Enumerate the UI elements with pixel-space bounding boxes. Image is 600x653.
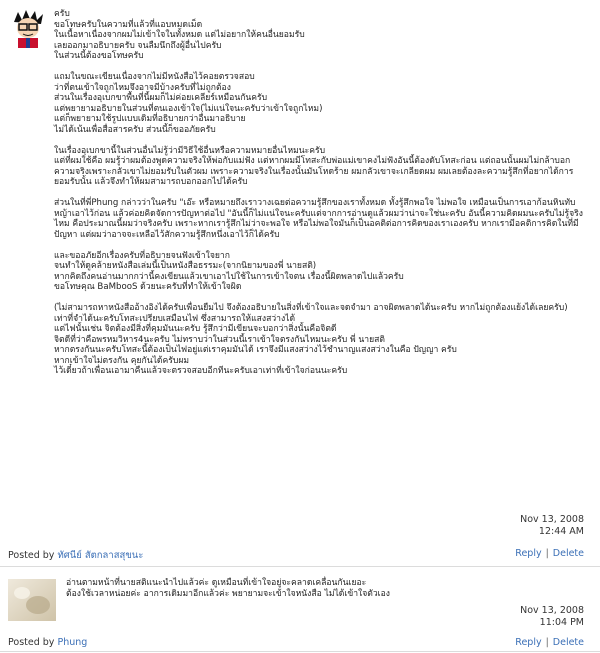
comment-actions — [515, 637, 584, 648]
avatar — [8, 8, 48, 48]
avatar — [8, 579, 56, 621]
comment-time: 11:04 PM — [539, 617, 584, 628]
comment-timestamp — [520, 514, 584, 538]
comment-paragraph: (ไม่สามารถหาหนังสืออ้างอิงได้ครับเพื่อนยืมไป จึงต้องอธิบายในสิ่งที่เข้าใจและจดจำมา อาจผิดพลาดได้นะครับ หากไม่ถูกต้องแย้งได้เลยครับ) เท่าที่จำได้นะครับโทสะเปรียบเสมือนไฟ ซึ่งสามารถให้แสงสว่างได้ แต่ไฟนั้นเช่น จิตต้องมีสิ่งที่คุมมันนะครับ รู้สึกว่ามีเขียนจะบอกว่าสิ่งนั้นคือจิตดี จิตดีที่ว่าคือพรหมวิหาร4นะครับ ไม่ทราบว่าในส่วนนี้เราเข้าใจตรงกันไหมนะครับ พี่ นายสติ หากตรงกันนะครับโทสะนี้ต้องเป็นไฟอยู่แต่เราคุมมันได้ เราจึงมีแสงสว่างไว้ชำนาญแสงสว่างในคือ ปัญญา ครับ หากเข้าใจไม่ตรงกัน คุยกันได้ครับผม ไว้เดี๋ยวถ้าเพื่อนเอามาคืนแล้วจะตรวจสอบอีกทีนะครับเอาเท่าที่เข้าใจก่อนนะครับ — [54, 303, 568, 376]
reply-link[interactable]: Reply — [515, 637, 542, 648]
comment-paragraph: ครับ ขอโทษครับในความที่แล้วที่แอบหมดเม็ด ในเนื้อหาเนื่องจากผมไม่เข้าใจในทั้งหมด แต่ไม่อยากให้คนอื่นยอมรับ เลยออกมาอธิบายครับ จนลืมนึกถึงผู้อื่นไปครับ ในส่วนนี้ต้องขอโทษครับ — [54, 9, 305, 61]
comment-body — [54, 9, 584, 387]
actions-separator: | — [545, 548, 549, 559]
comment-time: 12:44 AM — [538, 526, 584, 537]
comment-paragraph: แถมในขณะเขียนเนื่องจากไม่มีหนังสือไว้คอยตรวจสอบ ว่าที่ตนเข้าใจถูกไหมจึงอาจมีบ้างครับที่ไม่ถูกต้อง ส่วนในเรื่องอุเบกขาพื้นที่นี้ผมก็ไม่ค่อยเคลียร์เหมือนกันครับ แต่พยายามอธิบายในส่วนที่ตนเองเข้าใจ(ไม่แน่ใจนะครับว่าเข้าใจถูกไหม) แต่ก็พยายามใช้รูปแบบเดิมที่อธิบายกว่าอื่นมาอธิบาย ไม่ได้เน้นเพื่อสื่อสารครับ ส่วนนี้ก็ขออภัยครับ — [54, 72, 323, 135]
author-link[interactable]: Phung — [57, 637, 88, 648]
comment-divider — [0, 566, 600, 567]
delete-link[interactable]: Delete — [552, 637, 584, 648]
comment-divider — [0, 651, 600, 652]
actions-separator: | — [545, 637, 549, 648]
posted-by — [8, 548, 143, 563]
comment-paragraph: และขออภัยอีกเรื่องครับที่อธิบายจนฟังเข้าใจยาก จนทำให้ดูคล้ายหนังสือเล่มนี้เป็นหนังสือธรรมะ(จากนิยามของพี่ นายสติ) หากคิดถึงคนอ่านมากกว่านี้คงเขียนแล้วเขาเอาไปใช้ในการเข้าใจตน เรื่องนี้ผิดพลาดไปแล้วครับ ขอโทษคุณ BaMbooS ด้วยนะครับที่ทำให้เข้าใจผิด — [54, 250, 404, 292]
comment-paragraph: ส่วนในที่พี่Phung กล่าวว่าในครับ "เอ๊ะ หรือหมายถึงเราวางเฉยต่อความรู้สึกของเราทั้งหมด ทั้งรู้สึกพอใจ ไม่พอใจ เหมือนเป็นการเอาก้อนหินทับหญ้าเอาไว้ก่อน แล้วค่อยคิดจัดการปัญหาต่อไป "อันนี้ก็ไม่แน่ใจนะครับแต่จากการอ่านดูแล้วผมว่าน่าจะใช่นะครับ อันนี้ความคิดผมนะครับไม่รู้จริงไหม คือประมาณนี้ผมว่าจริงครับ เพราะหากเรารู้สึกไม่ว่าจะพอใจ หรือไม่พอใจมันก็เป็นอคติต่อการคิดของเราเองครับ หากเรามีอคติการคิดในที่มีปัญหา แต่ผมว่าอาจจะเหลือไว้สักความรู้สึกหนึ่งเอาไว้ก็ได้ครับ — [54, 198, 583, 240]
posted-by-label: Posted by — [8, 550, 55, 561]
comment-date: Nov 13, 2008 — [520, 605, 584, 616]
posted-by — [8, 637, 87, 648]
comment-date: Nov 13, 2008 — [520, 514, 584, 525]
comment-paragraph: ในเรื่องอุเบกขานี้ในส่วนอื่นไม่รู้ว่ามีวิธีใช้อื่นหรือความหมายอื่นไหมนะครับ แต่ที่ผมใช้คือ ผมรู้ว่าผมต้องพูดความจริงให้พ่อกับแม่ฟัง แต่หากผมมีโทสะกับพ่อแม่เขาคงไม่ฟังอันนี้ต้องดับโทสะก่อน แต่ถอนนั้นผมไม่กล้าบอกความจริงเพราะกลัวเขาไม่ยอมรับในตัวผม เพราะความจริงในเรื่องนั้นมันโหดร้าย ผมกลัวเขาจะเกลียดผม ผมเลยต้องละความรู้สึกที่อยากได้การยอมรับนั้น แล้วจึงทำให้ผมสามารถบอกออกไปได้ครับ — [54, 145, 574, 187]
comment-timestamp — [520, 605, 584, 629]
author-link[interactable]: ทัศนีย์ สัตกลาสสุขนะ — [57, 550, 144, 561]
posted-by-label: Posted by — [8, 637, 55, 648]
delete-link[interactable]: Delete — [552, 548, 584, 559]
reply-link[interactable]: Reply — [515, 548, 542, 559]
comment-actions — [515, 548, 584, 559]
comment-body: อ่านตามหน้าที่นายสติแนะนำไปแล้วค่ะ ดูเหมือนที่เข้าใจอยู่จะคลาดเคลื่อนกันเยอะ ต้องใช้เวลาหน่อยค่ะ อาการเดิมมาอีกแล้วค่ะ พยายามจะเข้าใจหนังสือ ไม่ได้เข้าใจตัวเอง — [66, 578, 390, 599]
